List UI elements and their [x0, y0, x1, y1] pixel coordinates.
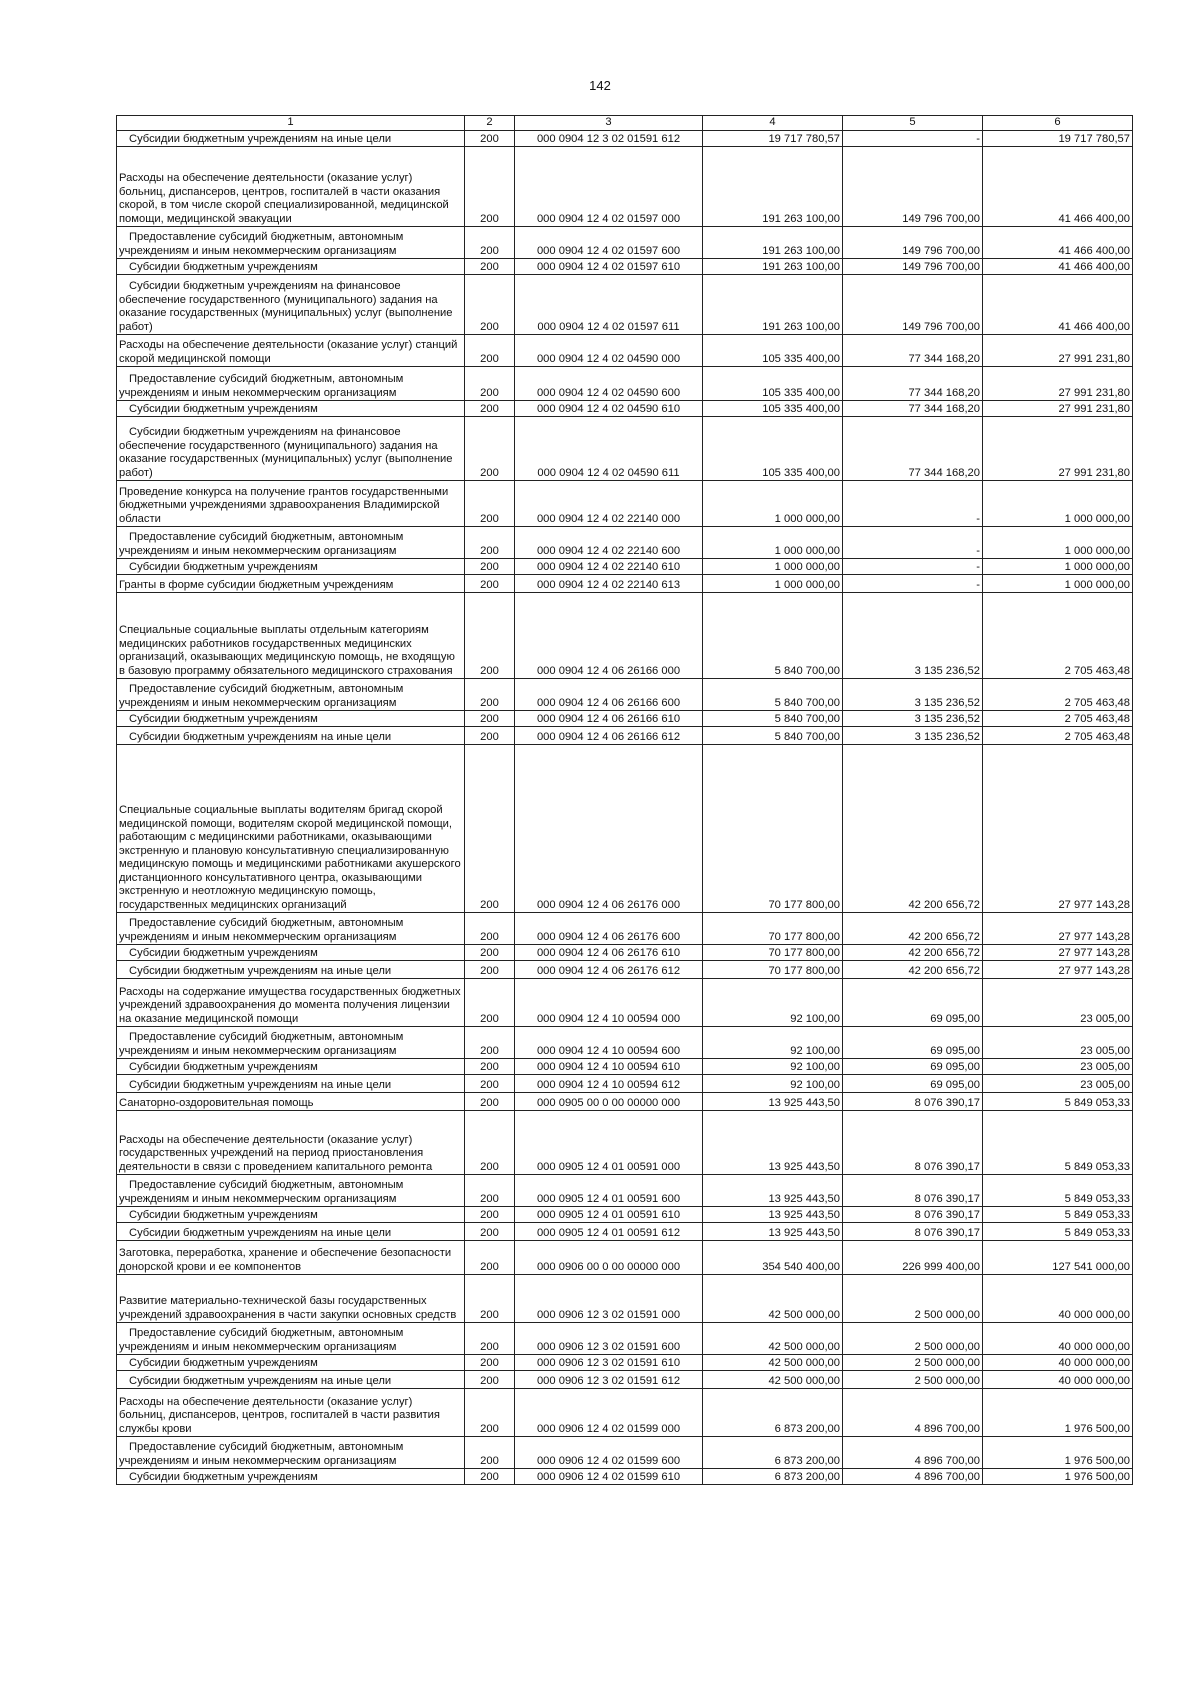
row-name: Субсидии бюджетным учреждениям — [117, 401, 465, 417]
row-value-approved: 19 717 780,57 — [703, 131, 843, 147]
column-header-2: 2 — [465, 116, 515, 131]
table-body — [117, 131, 1133, 1485]
row-name: Специальные социальные выплаты отдельным категориям медицинских работников государственных медицинских организаций, оказывающих медицинскую помощь, не входящую в базовую программу обязательного медицинского страхования — [117, 593, 465, 679]
row-value-approved: 70 177 800,00 — [703, 961, 843, 979]
row-name: Проведение конкурса на получение грантов государственными бюджетными учреждениями здравоохранения Владимирской области — [117, 481, 465, 527]
row-value-remaining: 5 849 053,33 — [983, 1111, 1133, 1175]
row-name: Развитие материально-технической базы государственных учреждений здравоохранения в части закупки основных средств — [117, 1275, 465, 1323]
row-value-remaining: 1 976 500,00 — [983, 1389, 1133, 1437]
row-value-remaining: 41 466 400,00 — [983, 259, 1133, 275]
row-value-executed: 3 135 236,52 — [843, 727, 983, 745]
row-classification: 000 0905 00 0 00 00000 000 — [515, 1093, 703, 1111]
row-name: Субсидии бюджетным учреждениям — [117, 1059, 465, 1075]
row-value-remaining: 27 977 143,28 — [983, 745, 1133, 913]
row-value-executed: 77 344 168,20 — [843, 417, 983, 481]
row-value-remaining: 2 705 463,48 — [983, 593, 1133, 679]
row-code: 200 — [465, 227, 515, 259]
row-value-approved: 13 925 443,50 — [703, 1111, 843, 1175]
row-value-approved: 5 840 700,00 — [703, 593, 843, 679]
header-row — [117, 116, 1133, 131]
table-row — [117, 961, 1133, 979]
row-code: 200 — [465, 1175, 515, 1207]
row-code: 200 — [465, 401, 515, 417]
row-code: 200 — [465, 275, 515, 335]
table-row — [117, 275, 1133, 335]
table-row — [117, 1275, 1133, 1323]
row-classification: 000 0904 12 4 10 00594 000 — [515, 979, 703, 1027]
row-name: Субсидии бюджетным учреждениям — [117, 945, 465, 961]
row-value-executed: 4 896 700,00 — [843, 1469, 983, 1485]
column-header-1: 1 — [117, 116, 465, 131]
budget-table — [116, 115, 1133, 1485]
table-row — [117, 1059, 1133, 1075]
row-value-executed: 42 200 656,72 — [843, 945, 983, 961]
row-classification: 000 0905 12 4 01 00591 612 — [515, 1223, 703, 1241]
row-value-executed: 2 500 000,00 — [843, 1371, 983, 1389]
row-name: Субсидии бюджетным учреждениям — [117, 259, 465, 275]
row-code: 200 — [465, 481, 515, 527]
row-name: Субсидии бюджетным учреждениям на иные цели — [117, 727, 465, 745]
row-value-approved: 6 873 200,00 — [703, 1389, 843, 1437]
row-value-remaining: 27 977 143,28 — [983, 961, 1133, 979]
row-value-remaining: 1 976 500,00 — [983, 1437, 1133, 1469]
row-value-remaining: 27 991 231,80 — [983, 367, 1133, 401]
table-row — [117, 745, 1133, 913]
table-row — [117, 1241, 1133, 1275]
row-code: 200 — [465, 679, 515, 711]
table-row — [117, 367, 1133, 401]
row-code: 200 — [465, 335, 515, 367]
row-name: Предоставление субсидий бюджетным, автономным учреждениям и иным некоммерческим организациям — [117, 1175, 465, 1207]
row-value-executed: - — [843, 559, 983, 575]
row-classification: 000 0904 12 4 02 01597 611 — [515, 275, 703, 335]
row-code: 200 — [465, 745, 515, 913]
row-code: 200 — [465, 131, 515, 147]
table-row — [117, 979, 1133, 1027]
table-row — [117, 1075, 1133, 1093]
row-value-remaining: 27 977 143,28 — [983, 913, 1133, 945]
table-row — [117, 1111, 1133, 1175]
table-row — [117, 575, 1133, 593]
row-classification: 000 0905 12 4 01 00591 610 — [515, 1207, 703, 1223]
row-value-executed: 149 796 700,00 — [843, 227, 983, 259]
table-row — [117, 227, 1133, 259]
row-value-remaining: 27 977 143,28 — [983, 945, 1133, 961]
row-name: Субсидии бюджетным учреждениям — [117, 559, 465, 575]
row-value-executed: 69 095,00 — [843, 979, 983, 1027]
row-code: 200 — [465, 727, 515, 745]
row-code: 200 — [465, 1355, 515, 1371]
row-value-executed: 149 796 700,00 — [843, 259, 983, 275]
table-header — [117, 116, 1133, 131]
row-value-executed: 3 135 236,52 — [843, 711, 983, 727]
row-name: Заготовка, переработка, хранение и обеспечение безопасности донорской крови и ее компонентов — [117, 1241, 465, 1275]
row-code: 200 — [465, 1027, 515, 1059]
row-value-approved: 70 177 800,00 — [703, 945, 843, 961]
row-value-executed: 149 796 700,00 — [843, 147, 983, 227]
table-row — [117, 1355, 1133, 1371]
row-value-remaining: 40 000 000,00 — [983, 1275, 1133, 1323]
row-value-approved: 92 100,00 — [703, 1059, 843, 1075]
row-classification: 000 0904 12 4 10 00594 600 — [515, 1027, 703, 1059]
row-code: 200 — [465, 1075, 515, 1093]
row-code: 200 — [465, 1437, 515, 1469]
row-name: Субсидии бюджетным учреждениям на иные цели — [117, 131, 465, 147]
row-code: 200 — [465, 961, 515, 979]
row-value-remaining: 41 466 400,00 — [983, 275, 1133, 335]
column-header-4: 4 — [703, 116, 843, 131]
row-value-approved: 191 263 100,00 — [703, 227, 843, 259]
row-value-remaining: 19 717 780,57 — [983, 131, 1133, 147]
row-value-approved: 105 335 400,00 — [703, 401, 843, 417]
row-classification: 000 0904 12 4 06 26166 000 — [515, 593, 703, 679]
row-value-approved: 13 925 443,50 — [703, 1175, 843, 1207]
row-value-remaining: 27 991 231,80 — [983, 335, 1133, 367]
row-value-remaining: 2 705 463,48 — [983, 727, 1133, 745]
row-value-executed: 42 200 656,72 — [843, 913, 983, 945]
row-value-approved: 6 873 200,00 — [703, 1469, 843, 1485]
row-value-executed: - — [843, 575, 983, 593]
row-classification: 000 0904 12 4 02 22140 613 — [515, 575, 703, 593]
row-value-executed: - — [843, 481, 983, 527]
row-name: Субсидии бюджетным учреждениям на финансовое обеспечение государственного (муниципального) задания на оказание государственных (муниципальных) услуг (выполнение работ) — [117, 275, 465, 335]
row-value-remaining: 1 000 000,00 — [983, 575, 1133, 593]
row-value-executed: 42 200 656,72 — [843, 745, 983, 913]
row-value-approved: 42 500 000,00 — [703, 1323, 843, 1355]
row-value-remaining: 23 005,00 — [983, 1027, 1133, 1059]
row-code: 200 — [465, 1469, 515, 1485]
row-code: 200 — [465, 945, 515, 961]
row-classification: 000 0904 12 4 06 26176 600 — [515, 913, 703, 945]
row-code: 200 — [465, 367, 515, 401]
row-name: Предоставление субсидий бюджетным, автономным учреждениям и иным некоммерческим организациям — [117, 227, 465, 259]
row-name: Расходы на обеспечение деятельности (оказание услуг) больниц, диспансеров, центров, госпиталей в части оказания скорой, в том числе скорой специализированной, медицинской помощи, медицинской эвакуации — [117, 147, 465, 227]
table-row — [117, 1027, 1133, 1059]
row-code: 200 — [465, 1323, 515, 1355]
row-value-approved: 5 840 700,00 — [703, 679, 843, 711]
row-code: 200 — [465, 259, 515, 275]
table-row — [117, 1207, 1133, 1223]
row-value-approved: 1 000 000,00 — [703, 481, 843, 527]
table-row — [117, 1323, 1133, 1355]
row-value-remaining: 5 849 053,33 — [983, 1207, 1133, 1223]
row-value-executed: 69 095,00 — [843, 1059, 983, 1075]
table-row — [117, 417, 1133, 481]
row-name: Расходы на содержание имущества государственных бюджетных учреждений здравоохранения до момента получения лицензии на оказание медицинской помощи — [117, 979, 465, 1027]
table-row — [117, 481, 1133, 527]
row-classification: 000 0905 12 4 01 00591 600 — [515, 1175, 703, 1207]
row-classification: 000 0904 12 4 02 01597 600 — [515, 227, 703, 259]
row-value-executed: 2 500 000,00 — [843, 1275, 983, 1323]
row-value-remaining: 23 005,00 — [983, 979, 1133, 1027]
row-value-approved: 191 263 100,00 — [703, 259, 843, 275]
row-value-approved: 42 500 000,00 — [703, 1371, 843, 1389]
row-value-approved: 42 500 000,00 — [703, 1355, 843, 1371]
row-value-executed: - — [843, 131, 983, 147]
table-row — [117, 1223, 1133, 1241]
table-row — [117, 593, 1133, 679]
row-value-executed: 3 135 236,52 — [843, 679, 983, 711]
row-classification: 000 0906 12 3 02 01591 000 — [515, 1275, 703, 1323]
row-code: 200 — [465, 1093, 515, 1111]
table-row — [117, 259, 1133, 275]
row-value-remaining: 2 705 463,48 — [983, 679, 1133, 711]
row-classification: 000 0904 12 4 06 26176 000 — [515, 745, 703, 913]
table-row — [117, 335, 1133, 367]
row-classification: 000 0904 12 3 02 01591 612 — [515, 131, 703, 147]
row-value-remaining: 5 849 053,33 — [983, 1093, 1133, 1111]
row-classification: 000 0904 12 4 02 04590 610 — [515, 401, 703, 417]
row-name: Субсидии бюджетным учреждениям на иные цели — [117, 961, 465, 979]
table-row — [117, 401, 1133, 417]
row-name: Гранты в форме субсидии бюджетным учреждениям — [117, 575, 465, 593]
table-row — [117, 913, 1133, 945]
row-value-remaining: 5 849 053,33 — [983, 1175, 1133, 1207]
row-name: Субсидии бюджетным учреждениям на иные цели — [117, 1223, 465, 1241]
row-value-approved: 354 540 400,00 — [703, 1241, 843, 1275]
row-value-remaining: 1 000 000,00 — [983, 559, 1133, 575]
row-value-executed: 4 896 700,00 — [843, 1389, 983, 1437]
row-value-executed: 8 076 390,17 — [843, 1093, 983, 1111]
row-value-approved: 191 263 100,00 — [703, 275, 843, 335]
row-classification: 000 0904 12 4 02 04590 611 — [515, 417, 703, 481]
row-value-executed: 69 095,00 — [843, 1075, 983, 1093]
row-value-executed: 8 076 390,17 — [843, 1175, 983, 1207]
row-name: Субсидии бюджетным учреждениям на иные цели — [117, 1075, 465, 1093]
row-code: 200 — [465, 1241, 515, 1275]
row-classification: 000 0904 12 4 06 26166 600 — [515, 679, 703, 711]
row-value-approved: 92 100,00 — [703, 1027, 843, 1059]
row-value-approved: 13 925 443,50 — [703, 1093, 843, 1111]
column-header-6: 6 — [983, 116, 1133, 131]
row-classification: 000 0904 12 4 10 00594 610 — [515, 1059, 703, 1075]
row-value-approved: 105 335 400,00 — [703, 367, 843, 401]
row-code: 200 — [465, 1207, 515, 1223]
row-classification: 000 0904 12 4 10 00594 612 — [515, 1075, 703, 1093]
row-classification: 000 0904 12 4 06 26166 610 — [515, 711, 703, 727]
row-classification: 000 0906 12 4 02 01599 610 — [515, 1469, 703, 1485]
row-value-remaining: 27 991 231,80 — [983, 417, 1133, 481]
table-row — [117, 727, 1133, 745]
row-value-remaining: 40 000 000,00 — [983, 1323, 1133, 1355]
row-value-approved: 5 840 700,00 — [703, 711, 843, 727]
row-value-approved: 42 500 000,00 — [703, 1275, 843, 1323]
row-classification: 000 0906 00 0 00 00000 000 — [515, 1241, 703, 1275]
row-value-executed: 8 076 390,17 — [843, 1111, 983, 1175]
row-classification: 000 0904 12 4 02 01597 610 — [515, 259, 703, 275]
row-value-executed: 77 344 168,20 — [843, 335, 983, 367]
page-number: 142 — [589, 78, 611, 93]
row-value-remaining: 41 466 400,00 — [983, 147, 1133, 227]
row-classification: 000 0904 12 4 02 22140 600 — [515, 527, 703, 559]
row-value-executed: - — [843, 527, 983, 559]
row-name: Предоставление субсидий бюджетным, автономным учреждениям и иным некоммерческим организациям — [117, 1027, 465, 1059]
row-value-executed: 2 500 000,00 — [843, 1355, 983, 1371]
row-classification: 000 0904 12 4 06 26166 612 — [515, 727, 703, 745]
row-value-executed: 8 076 390,17 — [843, 1223, 983, 1241]
row-code: 200 — [465, 147, 515, 227]
row-code: 200 — [465, 417, 515, 481]
row-code: 200 — [465, 711, 515, 727]
row-code: 200 — [465, 979, 515, 1027]
row-classification: 000 0904 12 4 02 04590 000 — [515, 335, 703, 367]
row-value-executed: 2 500 000,00 — [843, 1323, 983, 1355]
row-name: Субсидии бюджетным учреждениям — [117, 1207, 465, 1223]
row-name: Предоставление субсидий бюджетным, автономным учреждениям и иным некоммерческим организациям — [117, 1323, 465, 1355]
column-header-5: 5 — [843, 116, 983, 131]
row-code: 200 — [465, 1389, 515, 1437]
table-row — [117, 1469, 1133, 1485]
row-name: Санаторно-оздоровительная помощь — [117, 1093, 465, 1111]
row-value-remaining: 1 976 500,00 — [983, 1469, 1133, 1485]
table-row — [117, 711, 1133, 727]
row-code: 200 — [465, 559, 515, 575]
row-classification: 000 0904 12 4 06 26176 612 — [515, 961, 703, 979]
row-code: 200 — [465, 1059, 515, 1075]
row-classification: 000 0904 12 4 02 22140 610 — [515, 559, 703, 575]
row-name: Субсидии бюджетным учреждениям — [117, 1355, 465, 1371]
row-code: 200 — [465, 1371, 515, 1389]
row-name: Предоставление субсидий бюджетным, автономным учреждениям и иным некоммерческим организациям — [117, 679, 465, 711]
row-name: Специальные социальные выплаты водителям бригад скорой медицинской помощи, водителям скорой медицинской помощи, работающим с медицинскими работниками, оказывающими экстренную и плановую консультативную специализированную медицинскую помощь и медицинскими работниками акушерского дистанционного консультативного центра, оказывающими экстренную и неотложную медицинскую помощь, государственных медицинских организаций — [117, 745, 465, 913]
row-value-approved: 5 840 700,00 — [703, 727, 843, 745]
table-row — [117, 1371, 1133, 1389]
row-value-executed: 77 344 168,20 — [843, 401, 983, 417]
row-value-remaining: 27 991 231,80 — [983, 401, 1133, 417]
row-classification: 000 0906 12 4 02 01599 600 — [515, 1437, 703, 1469]
table-row — [117, 147, 1133, 227]
column-header-3: 3 — [515, 116, 703, 131]
table-row — [117, 1389, 1133, 1437]
row-name: Субсидии бюджетным учреждениям на иные цели — [117, 1371, 465, 1389]
row-value-executed: 3 135 236,52 — [843, 593, 983, 679]
row-value-approved: 13 925 443,50 — [703, 1207, 843, 1223]
row-name: Расходы на обеспечение деятельности (оказание услуг) больниц, диспансеров, центров, госпиталей в части развития службы крови — [117, 1389, 465, 1437]
row-value-remaining: 40 000 000,00 — [983, 1371, 1133, 1389]
row-classification: 000 0906 12 3 02 01591 610 — [515, 1355, 703, 1371]
table-row — [117, 945, 1133, 961]
row-value-executed: 42 200 656,72 — [843, 961, 983, 979]
row-value-remaining: 1 000 000,00 — [983, 527, 1133, 559]
row-value-approved: 70 177 800,00 — [703, 913, 843, 945]
row-value-approved: 1 000 000,00 — [703, 559, 843, 575]
row-value-approved: 70 177 800,00 — [703, 745, 843, 913]
row-classification: 000 0906 12 4 02 01599 000 — [515, 1389, 703, 1437]
row-code: 200 — [465, 1275, 515, 1323]
table-row — [117, 679, 1133, 711]
table-row — [117, 1175, 1133, 1207]
row-value-remaining: 127 541 000,00 — [983, 1241, 1133, 1275]
row-value-executed: 4 896 700,00 — [843, 1437, 983, 1469]
row-value-approved: 92 100,00 — [703, 979, 843, 1027]
table-row — [117, 559, 1133, 575]
row-value-approved: 1 000 000,00 — [703, 575, 843, 593]
row-classification: 000 0904 12 4 02 04590 600 — [515, 367, 703, 401]
row-value-remaining: 1 000 000,00 — [983, 481, 1133, 527]
row-code: 200 — [465, 1111, 515, 1175]
row-value-remaining: 23 005,00 — [983, 1075, 1133, 1093]
row-code: 200 — [465, 527, 515, 559]
row-name: Субсидии бюджетным учреждениям на финансовое обеспечение государственного (муниципального) задания на оказание государственных (муниципальных) услуг (выполнение работ) — [117, 417, 465, 481]
row-value-remaining: 41 466 400,00 — [983, 227, 1133, 259]
row-value-executed: 149 796 700,00 — [843, 275, 983, 335]
row-classification: 000 0904 12 4 06 26176 610 — [515, 945, 703, 961]
table-row — [117, 1437, 1133, 1469]
row-value-remaining: 23 005,00 — [983, 1059, 1133, 1075]
row-value-approved: 13 925 443,50 — [703, 1223, 843, 1241]
row-value-executed: 226 999 400,00 — [843, 1241, 983, 1275]
row-name: Предоставление субсидий бюджетным, автономным учреждениям и иным некоммерческим организациям — [117, 1437, 465, 1469]
row-classification: 000 0906 12 3 02 01591 600 — [515, 1323, 703, 1355]
row-name: Субсидии бюджетным учреждениям — [117, 711, 465, 727]
row-classification: 000 0905 12 4 01 00591 000 — [515, 1111, 703, 1175]
row-value-approved: 1 000 000,00 — [703, 527, 843, 559]
row-value-executed: 69 095,00 — [843, 1027, 983, 1059]
row-code: 200 — [465, 575, 515, 593]
row-value-approved: 105 335 400,00 — [703, 335, 843, 367]
row-code: 200 — [465, 1223, 515, 1241]
row-value-remaining: 2 705 463,48 — [983, 711, 1133, 727]
row-code: 200 — [465, 913, 515, 945]
row-value-approved: 92 100,00 — [703, 1075, 843, 1093]
row-name: Расходы на обеспечение деятельности (оказание услуг) государственных учреждений на период приостановления деятельности в связи с проведением капитального ремонта — [117, 1111, 465, 1175]
row-value-remaining: 5 849 053,33 — [983, 1223, 1133, 1241]
row-value-approved: 6 873 200,00 — [703, 1437, 843, 1469]
row-value-approved: 105 335 400,00 — [703, 417, 843, 481]
row-name: Предоставление субсидий бюджетным, автономным учреждениям и иным некоммерческим организациям — [117, 367, 465, 401]
row-value-remaining: 40 000 000,00 — [983, 1355, 1133, 1371]
row-name: Субсидии бюджетным учреждениям — [117, 1469, 465, 1485]
row-value-executed: 8 076 390,17 — [843, 1207, 983, 1223]
row-classification: 000 0904 12 4 02 01597 000 — [515, 147, 703, 227]
table-row — [117, 527, 1133, 559]
row-code: 200 — [465, 593, 515, 679]
row-name: Предоставление субсидий бюджетным, автономным учреждениям и иным некоммерческим организациям — [117, 527, 465, 559]
row-classification: 000 0906 12 3 02 01591 612 — [515, 1371, 703, 1389]
row-value-executed: 77 344 168,20 — [843, 367, 983, 401]
row-value-approved: 191 263 100,00 — [703, 147, 843, 227]
row-classification: 000 0904 12 4 02 22140 000 — [515, 481, 703, 527]
row-name: Предоставление субсидий бюджетным, автономным учреждениям и иным некоммерческим организациям — [117, 913, 465, 945]
table-row — [117, 131, 1133, 147]
table-row — [117, 1093, 1133, 1111]
row-name: Расходы на обеспечение деятельности (оказание услуг) станций скорой медицинской помощи — [117, 335, 465, 367]
